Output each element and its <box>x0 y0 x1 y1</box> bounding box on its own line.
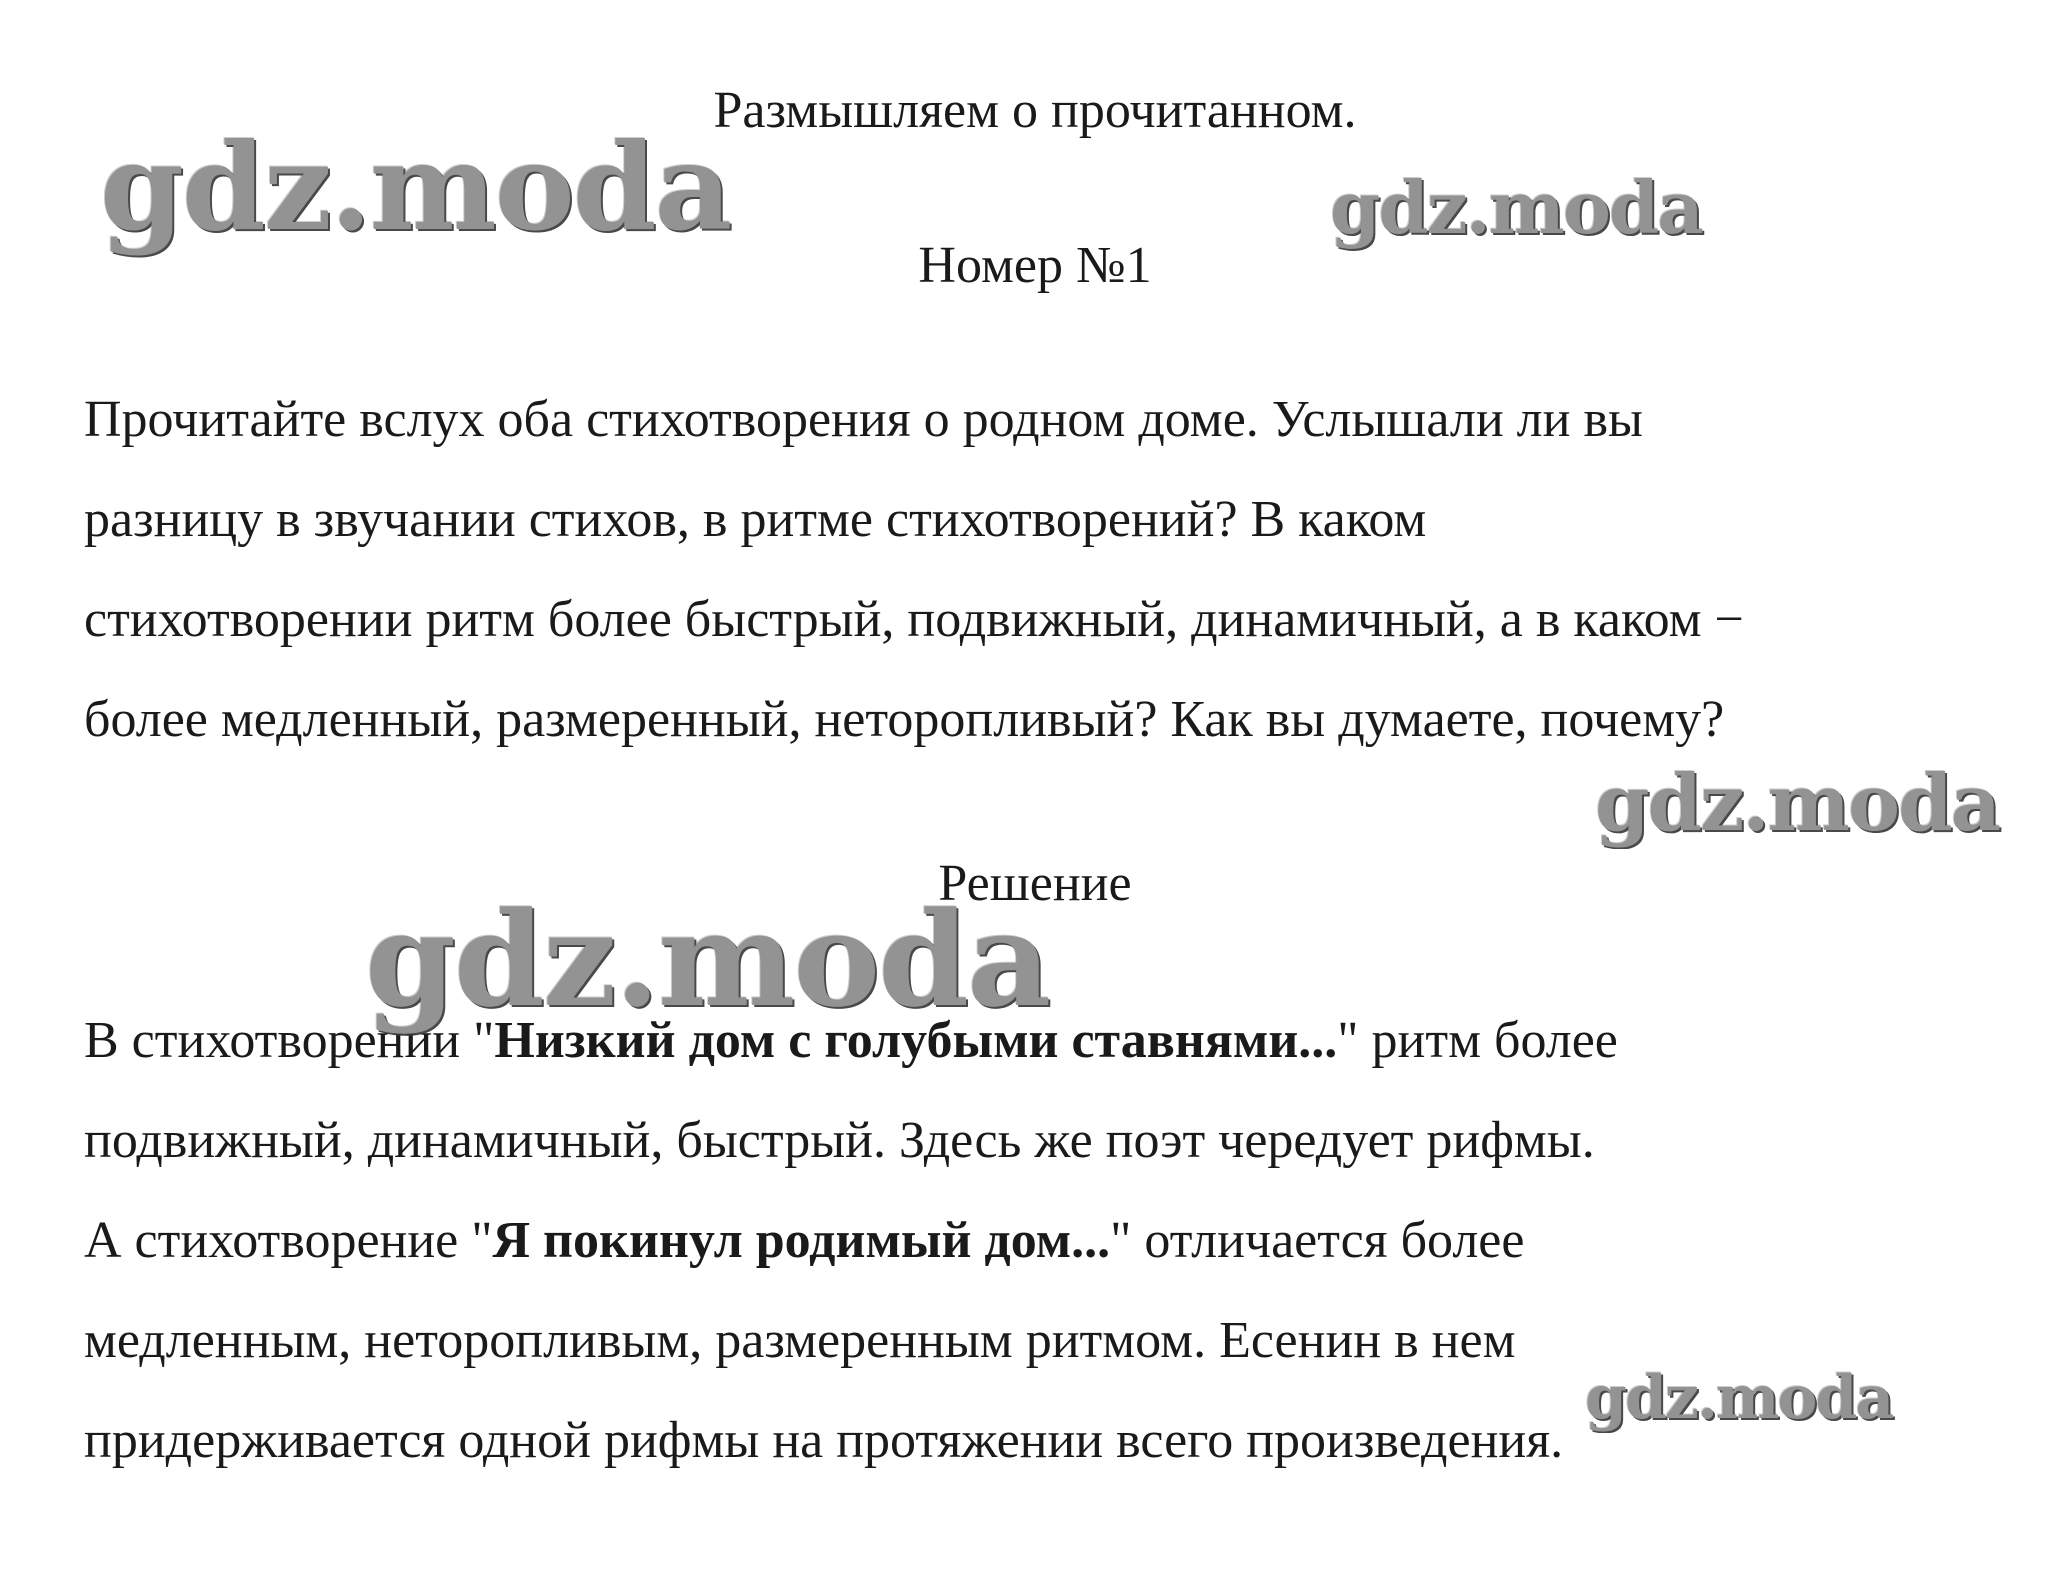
task-number: Номер №1 <box>918 237 1152 294</box>
watermark-logo: gdz.moda <box>100 117 731 258</box>
solution-line: придерживается одной рифмы на протяжении всего произведения. <box>84 1412 1564 1469</box>
watermark-logo: gdz.moda <box>1585 1363 1893 1433</box>
watermark-logo: gdz.moda <box>1330 165 1702 250</box>
poem-title-bold: Низкий дом с голубыми ставнями... <box>494 1012 1338 1069</box>
solution-line: медленным, неторопливым, размеренным ритмом. Есенин в нем <box>84 1312 1516 1369</box>
question-line: более медленный, размеренный, неторопливый? Как вы думаете, почему? <box>84 691 1725 748</box>
solution-line <box>84 1191 2014 1291</box>
solution-title: Решение <box>938 855 1132 912</box>
section-title: Размышляем о прочитанном. <box>713 82 1357 139</box>
watermark-logo: gdz.moda <box>1595 758 2000 849</box>
question-line: разницу в звучании стихов, в ритме стихотворений? В каком <box>84 491 1427 548</box>
solution-text-segment: " отличается более <box>1110 1212 1525 1269</box>
solution-text-segment: А стихотворение " <box>84 1212 493 1269</box>
solution-text-segment: В стихотворении " <box>84 1012 495 1069</box>
poem-title-bold: Я покинул родимый дом... <box>492 1212 1111 1269</box>
watermark-logo: gdz.moda <box>365 883 1050 1036</box>
question-line: Прочитайте вслух оба стихотворения о родном доме. Услышали ли вы <box>84 391 1643 448</box>
solution-line: подвижный, динамичный, быстрый. Здесь же поэт чередует рифмы. <box>84 1112 1595 1169</box>
solution-text-segment: " ритм более <box>1337 1012 1618 1069</box>
question-text <box>84 370 2014 770</box>
question-line: стихотворении ритм более быстрый, подвижный, динамичный, а в каком − <box>84 591 1744 648</box>
